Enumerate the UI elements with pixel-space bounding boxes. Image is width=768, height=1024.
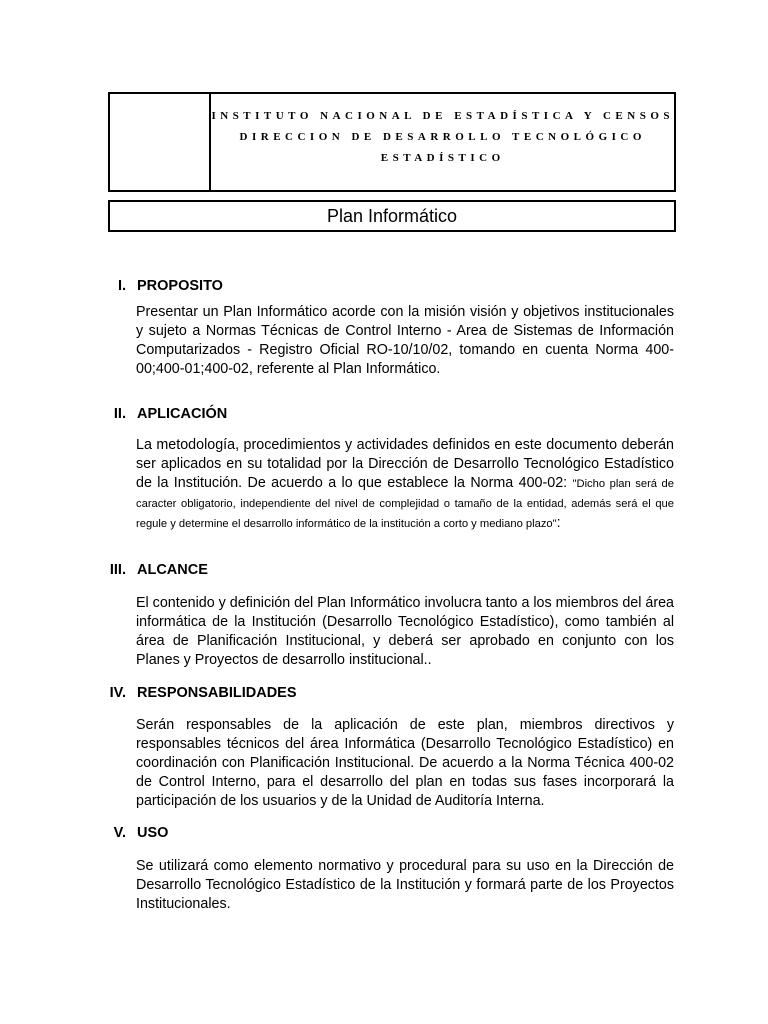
section-number: I. xyxy=(117,278,126,294)
section-heading xyxy=(0,823,768,843)
section-text-alcance: El contenido y definición del Plan Informático involucra tanto a los miembros del área informática de la Institución (Desarrollo Tecnológico Estadístico), como también al área de Planificación Institucional, y deberá ser aprobado en conjunto con los Planes y Proyectos de desarrollo institucional.. xyxy=(136,595,675,668)
section-heading xyxy=(0,404,768,424)
section-proposito xyxy=(0,276,768,296)
institution-header xyxy=(211,94,674,190)
section-text-responsabilidades: Serán responsables de la aplicación de este plan, miembros directivos y responsables técnicos del área Informática (Desarrollo Tecnológico Estadístico) en coordinación con Planificación Institucional. De acuerdo a la Norma Técnica 400-02 de Control Interno, para el desarrollo del plan en todas sus fases incorporará la participación de los usuarios y de la Unidad de Auditoría Interna. xyxy=(136,717,674,809)
header-line-2: DIRECCION DE DESARROLLO TECNOLÓGICO xyxy=(239,131,646,143)
section-number: II. xyxy=(113,406,126,422)
section-number: IV. xyxy=(109,685,126,701)
section-text-uso: Se utilizará como elemento normativo y procedural para su uso en la Dirección de Desarrollo Tecnológico Estadístico de la Institución y formará parte de los Proyectos Institucionales. xyxy=(136,858,674,912)
section-number: V. xyxy=(113,825,126,841)
quote-end: : xyxy=(556,515,561,531)
section-heading xyxy=(0,683,768,703)
document-title: Plan Informático xyxy=(108,200,676,232)
norma-quote: "Dicho plan será de caracter obligatorio, independiente del nivel de complejidad o tamaño de la entidad, además será el que regule y determine el desarrollo informático de la institución a corto y mediano plazo" xyxy=(136,478,674,530)
section-text-aplicacion xyxy=(136,436,674,534)
section-responsabilidades xyxy=(0,683,768,703)
section-title: PROPOSITO xyxy=(137,278,223,294)
section-title: USO xyxy=(137,825,169,841)
section-text-proposito: Presentar un Plan Informático acorde con la misión visión y objetivos institucionales y sujeto a Normas Técnicas de Control Interno - Area de Sistemas de Información Computarizados - Registro Oficial RO-10/10/02, tomando en cuenta Norma 400-00;400-01;400-02, referente al Plan Informático. xyxy=(136,304,674,377)
aplicacion-body: La metodología, procedimientos y actividades definidos en este documento deberán ser aplicados en su totalidad por la Dirección de Desarrollo Tecnológico Estadístico de la Institución. De acuerdo a lo que establece la Norma 400-02: xyxy=(136,437,674,491)
section-uso xyxy=(0,823,768,843)
header-line-1: INSTITUTO NACIONAL DE ESTADÍSTICA Y CENSOS xyxy=(211,110,674,122)
section-alcance xyxy=(0,560,768,580)
document-header xyxy=(108,92,676,192)
header-line-3: ESTADÍSTICO xyxy=(380,152,505,164)
section-aplicacion xyxy=(0,404,768,424)
section-heading xyxy=(0,560,768,580)
section-heading xyxy=(0,276,768,296)
section-title: ALCANCE xyxy=(137,562,208,578)
section-title: APLICACIÓN xyxy=(137,406,228,422)
section-number: III. xyxy=(109,562,126,578)
section-title: RESPONSABILIDADES xyxy=(137,685,297,701)
logo-cell xyxy=(110,94,211,190)
